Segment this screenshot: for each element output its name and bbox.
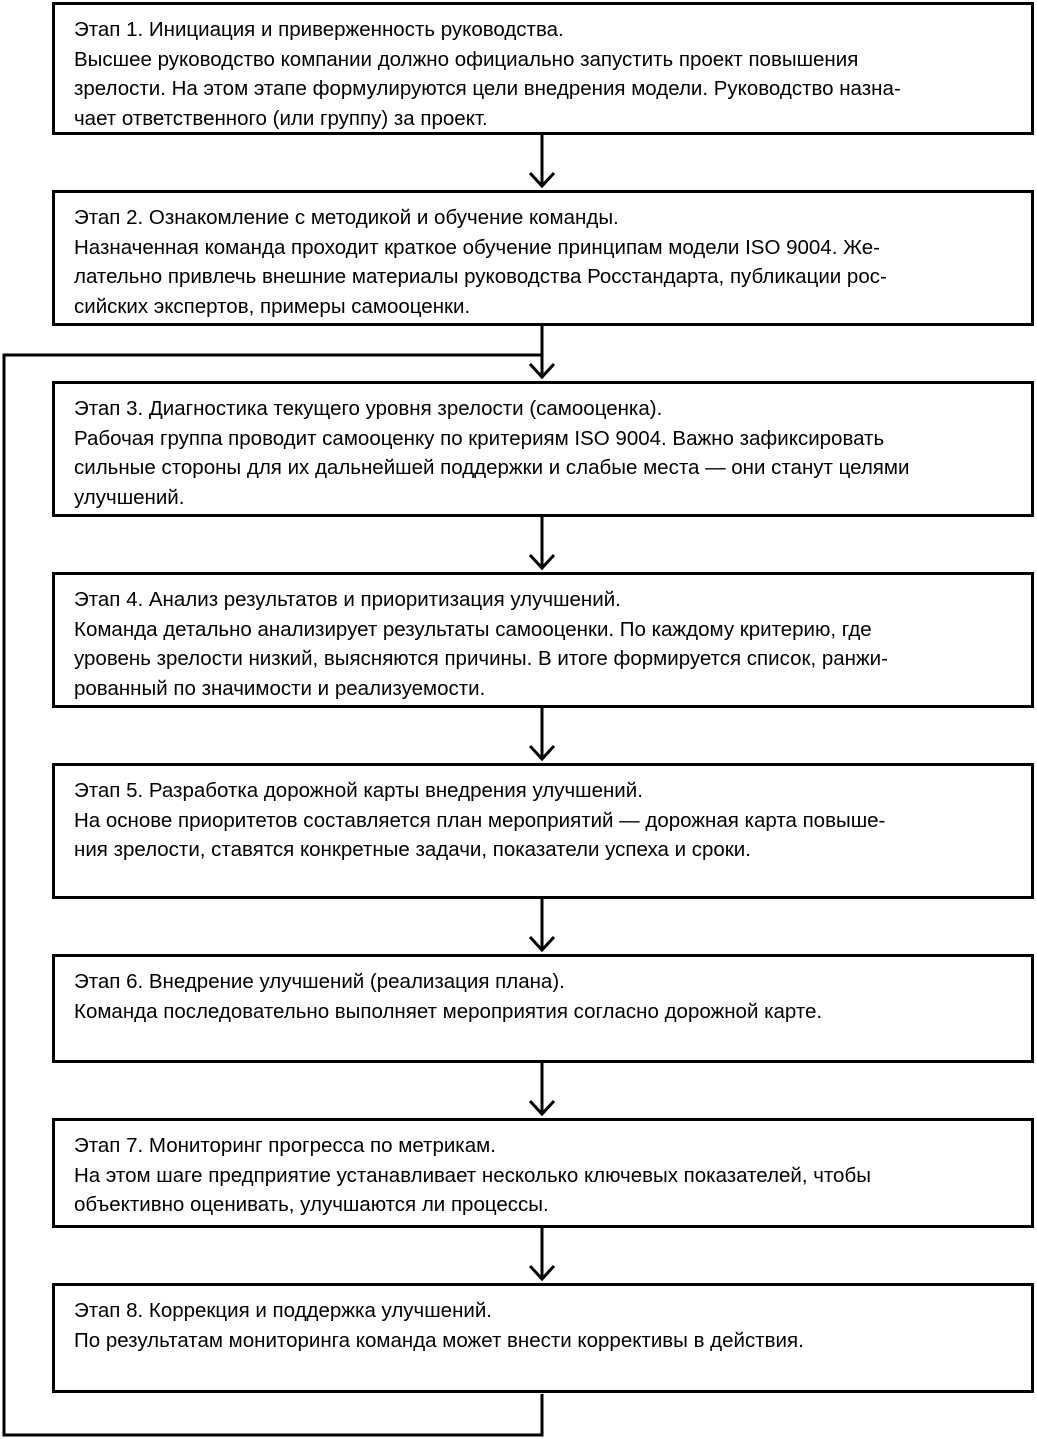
stage-2-text-line: Назначенная команда проходит краткое обучение принципам модели ISO 9004. Же-	[74, 235, 880, 259]
stage-4-box	[52, 572, 1034, 708]
stage-8-title: Этап 8. Коррекция и поддержка улучшений.	[74, 1299, 492, 1322]
stage-5-text-line: На основе приоритетов составляется план мероприятий — дорожная карта повыше-	[74, 808, 886, 832]
stage-1-box	[52, 2, 1034, 135]
stage-7-text-line: объективно оценивать, улучшаются ли процессы.	[74, 1193, 549, 1216]
stage-7-text-line: На этом шаге предприятие устанавливает несколько ключевых показателей, чтобы	[74, 1163, 871, 1187]
stage-6-text-line: Команда последовательно выполняет мероприятия согласно дорожной карте.	[74, 999, 823, 1023]
stage-1-text-line: чает ответственного (или группу) за проект.	[74, 106, 488, 130]
stage-4-text-line: рованный по значимости и реализуемости.	[74, 676, 486, 700]
stage-3-title: Этап 3. Диагностика текущего уровня зрелости (самооценка).	[74, 397, 663, 420]
stage-3-box	[52, 381, 1034, 517]
stage-3-text-line: Рабочая группа проводит самооценку по критериям ISO 9004. Важно зафиксировать	[74, 426, 885, 450]
stage-4-title: Этап 4. Анализ результатов и приоритизация улучшений.	[74, 588, 621, 611]
stage-1-title: Этап 1. Инициация и приверженность руководства.	[74, 18, 564, 41]
stage-6-box	[52, 954, 1034, 1063]
stage-5-box	[52, 763, 1034, 899]
stage-3-text-line: сильные стороны для их дальнейшей поддержки и слабые места — они станут целями	[74, 456, 910, 479]
stage-2-text-line: лательно привлечь внешние материалы руководства Росстандарта, публикации рос-	[74, 265, 887, 288]
stage-6-title: Этап 6. Внедрение улучшений (реализация плана).	[74, 970, 565, 993]
stage-5-title: Этап 5. Разработка дорожной карты внедрения улучшений.	[74, 779, 643, 802]
stage-5-text-line: ния зрелости, ставятся конкретные задачи, показатели успеха и сроки.	[74, 838, 751, 861]
stage-4-text-line: Команда детально анализирует результаты самооценки. По каждому критерию, где	[74, 617, 872, 641]
stage-2-title: Этап 2. Ознакомление с методикой и обучение команды.	[74, 206, 619, 229]
stage-8-box	[52, 1283, 1034, 1393]
stage-2-box	[52, 190, 1034, 326]
stage-4-text-line: уровень зрелости низкий, выясняются причины. В итоге формируется список, ранжи-	[74, 647, 888, 670]
stage-3-text-line: улучшений.	[74, 485, 185, 509]
stage-2-text-line: сийских экспертов, примеры самооценки.	[74, 294, 471, 318]
stage-1-text-line: Высшее руководство компании должно официально запустить проект повышения	[74, 47, 859, 71]
stage-8-text-line: По результатам мониторинга команда может внести коррективы в действия.	[74, 1328, 804, 1352]
stage-7-box	[52, 1118, 1034, 1228]
stage-1-text-line: зрелости. На этом этапе формулируются цели внедрения модели. Руководство назна-	[74, 77, 901, 100]
stage-7-title: Этап 7. Мониторинг прогресса по метрикам.	[74, 1134, 496, 1157]
